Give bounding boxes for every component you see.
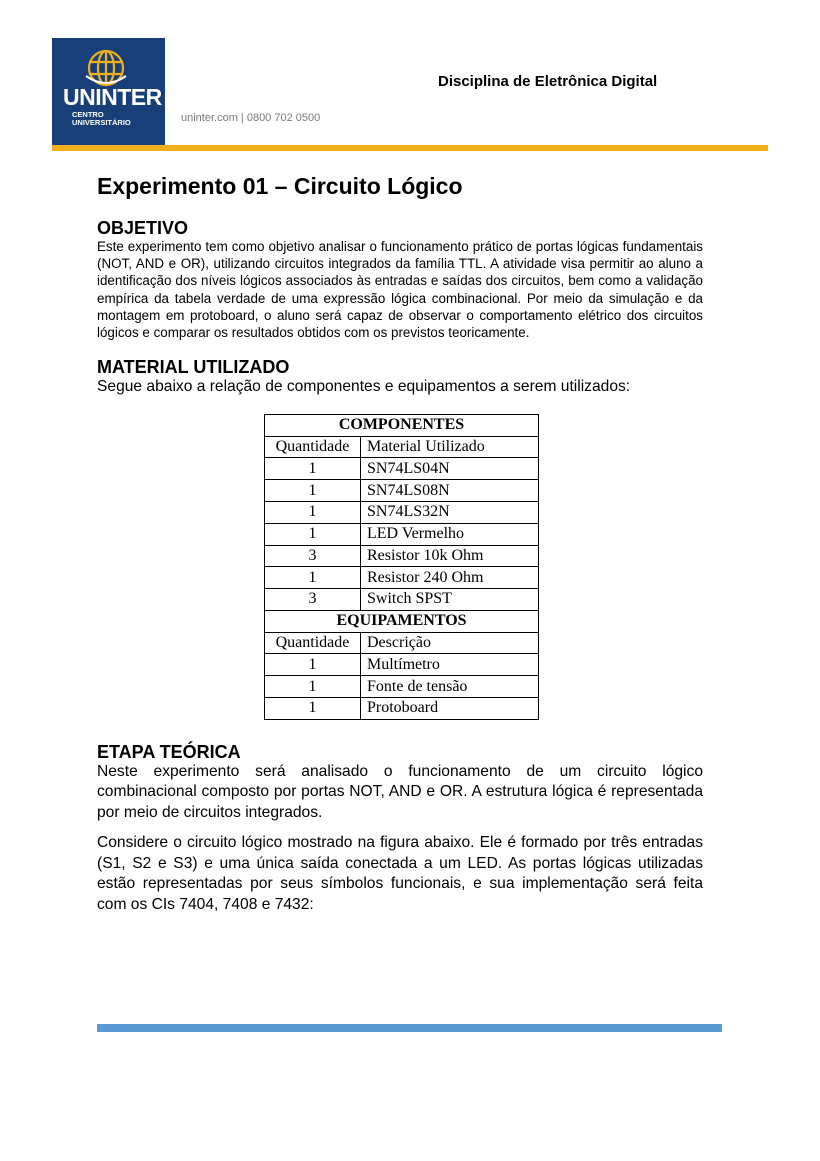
- quantity-cell: 1: [265, 676, 361, 698]
- objetivo-heading: OBJETIVO: [97, 218, 189, 238]
- material-cell: Resistor 240 Ohm: [361, 567, 539, 589]
- material-cell: Resistor 10k Ohm: [361, 545, 539, 567]
- quantity-cell: 1: [265, 567, 361, 589]
- document-title: Experimento 01 – Circuito Lógico: [97, 173, 463, 199]
- materials-table: [264, 414, 539, 720]
- objetivo-text: Este experimento tem como objetivo analisar o funcionamento prático de portas lógicas fundamentais (NOT, AND e OR), utilizando circuitos integrados da família TTL. A atividade visa permitir ao aluno a identificação dos níveis lógicos associados às entradas e saídas dos circuitos, bem como a validação empírica da tabela verdade de uma expressão lógica combinacional. Por meio da simulação e da montagem em protoboard, o aluno será capaz de observar o comportamento elétrico dos circuitos lógicos e comparar os resultados obtidos com os previstos teoricamente.: [97, 239, 703, 341]
- column-header-description: Descrição: [361, 632, 539, 654]
- section-etapa-teorica: [97, 742, 703, 916]
- column-header-material: Material Utilizado: [361, 436, 539, 458]
- material-heading: MATERIAL UTILIZADO: [97, 357, 290, 378]
- table-row: [265, 589, 539, 611]
- quantity-cell: 1: [265, 480, 361, 502]
- teorica-paragraph-2: Considere o circuito lógico mostrado na figura abaixo. Ele é formado por três entradas (S1, S2 e S3) e uma única saída conectada a um LED. As portas lógicas utilizadas estão representadas por seus símbolos funcionais, e sua implementação será feita com os CIs 7404, 7408 e 7432:: [97, 834, 703, 913]
- table-row: [265, 545, 539, 567]
- section-objetivo: [97, 218, 703, 341]
- quantity-cell: 1: [265, 698, 361, 720]
- material-intro: Segue abaixo a relação de componentes e equipamentos a serem utilizados:: [97, 378, 631, 396]
- quantity-cell: 1: [265, 654, 361, 676]
- column-header-quantity: Quantidade: [265, 632, 361, 654]
- contact-info: uninter.com | 0800 702 0500: [181, 112, 321, 124]
- quantity-cell: 3: [265, 545, 361, 567]
- header-divider: [52, 145, 768, 151]
- table-row: [265, 523, 539, 545]
- column-header-quantity: Quantidade: [265, 436, 361, 458]
- table-row: [265, 676, 539, 698]
- material-cell: SN74LS32N: [361, 501, 539, 523]
- material-cell: Switch SPST: [361, 589, 539, 611]
- section-material: [97, 357, 703, 720]
- uninter-logo: [52, 38, 165, 146]
- table-row: [265, 654, 539, 676]
- material-cell: LED Vermelho: [361, 523, 539, 545]
- table-row: [265, 480, 539, 502]
- description-cell: Multímetro: [361, 654, 539, 676]
- logo-wordmark: UNINTER: [63, 84, 162, 110]
- equipment-header: EQUIPAMENTOS: [265, 610, 539, 632]
- table-row: [265, 698, 539, 720]
- table-row: [265, 501, 539, 523]
- material-cell: SN74LS08N: [361, 480, 539, 502]
- material-cell: SN74LS04N: [361, 458, 539, 480]
- document-content: [97, 170, 703, 915]
- description-cell: Fonte de tensão: [361, 676, 539, 698]
- quantity-cell: 1: [265, 458, 361, 480]
- teorica-heading: ETAPA TEÓRICA: [97, 741, 241, 762]
- quantity-cell: 1: [265, 523, 361, 545]
- table-row: [265, 567, 539, 589]
- footer-divider: [97, 1024, 722, 1032]
- description-cell: Protoboard: [361, 698, 539, 720]
- table-row: [265, 458, 539, 480]
- teorica-paragraph-1: Neste experimento será analisado o funcionamento de um circuito lógico combinacional composto por portas NOT, AND e OR. A estrutura lógica é representada por meio de circuitos integrados.: [97, 762, 703, 821]
- course-title: Disciplina de Eletrônica Digital: [438, 73, 658, 90]
- logo-subtitle: CENTRO UNIVERSITÁRIO: [72, 110, 131, 127]
- quantity-cell: 3: [265, 589, 361, 611]
- components-header: COMPONENTES: [265, 414, 539, 436]
- quantity-cell: 1: [265, 501, 361, 523]
